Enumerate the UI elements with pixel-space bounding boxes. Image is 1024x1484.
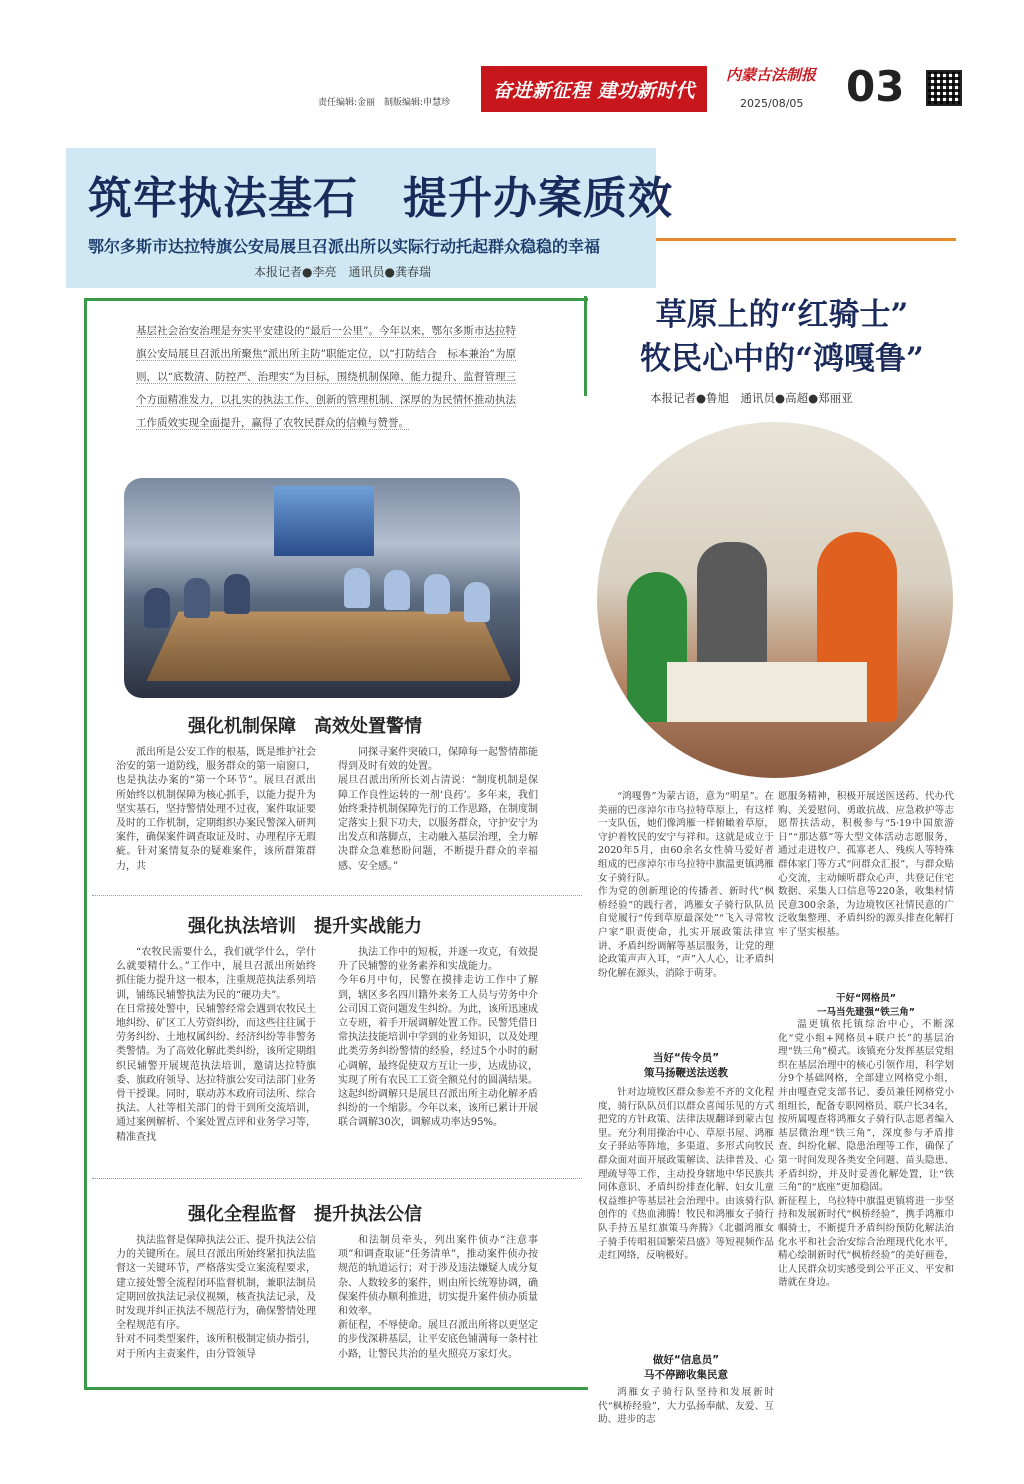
section-1-text-1: 派出所是公安工作的根基，既是维护社会治安的第一道防线，服务群众的第一扇窗口，也是执法办案的“第一个环节”。展旦召派出所始终以机制保障为核心抓手，以能力提升为坚实基石，坚持警情处理不过夜，案件取证要及时的工作机制，定期组织办案民警深入研判案件，确保案件调查取证及时、办理程序无瑕疵。针对案情复杂的疑难案件，该所群策群力，共 [116, 747, 316, 872]
side-col-1-sub2 [598, 1386, 774, 1427]
riders-photo [597, 422, 953, 778]
page-number: 03 [846, 62, 905, 111]
editor-credits: 责任编辑:金丽 制版编辑:申慧珍 [318, 98, 451, 108]
side-subhead-1 [598, 1050, 774, 1080]
section-3-col-2 [338, 1234, 538, 1362]
section-1-text-2: 同探寻案件突破口，保障每一起警情都能得到及时有效的处置。 展旦召派出所所长刘占清说：“制度机制是保障工作良性运转的一剂‘良药’。多年来，我们始终秉持机制保障先行的工作思路，在制度制定落实上狠下功夫，以服务群众，守护安宁为出发点和落脚点，主动融入基层治理，全力解决群众急难愁盼问题，不断提升群众的幸福感、安全感。” [338, 747, 538, 872]
photo-table [667, 662, 867, 722]
side-headline-line-1: 草原上的“红骑士” [655, 297, 909, 333]
side-byline: 本报记者●鲁旭 通讯员●高超●郑丽亚 [650, 391, 853, 405]
side-col-2-top [778, 790, 954, 940]
side-subhead-1-line-1: 当好“传令员” [652, 1052, 720, 1064]
side-headline-line-2: 牧民心中的“鸿嘎鲁” [640, 341, 924, 377]
section-title-3: 强化全程监督 提升执法公信 [188, 1204, 422, 1225]
side-subhead-1-line-2: 策马扬鞭送法送教 [644, 1067, 728, 1079]
slogan-banner: 奋进新征程 建功新时代 [481, 66, 707, 112]
photo-table [146, 612, 511, 682]
dotted-divider [92, 895, 582, 896]
side-col-2-sub3 [778, 1018, 954, 1290]
section-2-col-2 [338, 946, 538, 1131]
section-1-col-2 [338, 746, 538, 874]
dotted-divider [92, 1178, 582, 1179]
section-3-text-2: 和法制员牵头，列出案件侦办“注意事项”和调查取证“任务清单”，推动案件侦办按规范的轨道运行；对于涉及违法嫌疑人成分复杂、人数较多的案件，则由所长统筹协调，确保案件侦办顺利推进，切实提升案件侦办质量和效率。 新征程，不辱使命。展旦召派出所将以更坚定的步伐深耕基层，让平安底色铺满每一条村社小路，让警民共治的星火照亮万家灯火。 [338, 1235, 538, 1360]
side-sub3-text: 温更镇依托镇综治中心，不断深化“党小组+网格员+联户长”的基层治理“铁三角”模式。该镇充分发挥基层党组织在基层治理中的核心引领作用，科学划分9个基础网格，全部建立网格党小组，并由嘎查党支部书记、委员兼任网格党小组组长，配备专职网格员、联户长34名，按所属嘎查将鸿雁女子骑行队志愿者编入基层微治理“铁三角”，深度参与矛盾排查、纠纷化解、隐患治理等工作，确保了第一时间发现各类安全问题、苗头隐患、矛盾纠纷，并及时妥善化解处置，让“铁三角”的“底座”更加稳固。 新征程上，乌拉特中旗温更镇将进一步坚持和发展新时代“枫桥经验”，携手鸿雁巾帼骑士，不断提升矛盾纠纷预防化解法治化水平和社会治安综合治理现代化水平，精心绘制新时代“枫桥经验”的美好画卷，让人民群众切实感受到公平正义、平安和谐就在身边。 [778, 1019, 954, 1289]
main-subheadline: 鄂尔多斯市达拉特旗公安局展旦召派出所以实际行动托起群众稳稳的幸福 [88, 237, 601, 256]
side-intro-text: “鸿嘎鲁”为蒙古语，意为“明星”。在美丽的巴彦淖尔市乌拉特草原上，有这样一支队伍，她们像鸿雁一样俯瞰着草原，守护着牧民的安宁与祥和。这就是成立于2020年5月，由60余名女性骑马爱好者组成的巴彦淖尔市乌拉特中旗温更镇鸿雁女子骑行队。 作为党的创新理论的传播者、新时代“枫桥经验”的践行者，鸿雁女子骑行队队员自觉履行“传到草原最深处”“飞入寻常牧户家”职责使命，扎实开展政策法律宣讲、矛盾纠纷调解等基层服务，让党的理论政策声声入耳，“声”入人心，让矛盾纠纷化解在源头，消除于萌芽。 [598, 791, 774, 979]
section-title-1: 强化机制保障 高效处置警情 [188, 716, 422, 737]
meeting-photo [124, 478, 520, 698]
section-3-col-1 [116, 1234, 316, 1362]
lead-paragraph [136, 320, 516, 435]
side-subhead-2-line-1: 做好“信息员” [652, 1354, 720, 1366]
photo-screen [274, 486, 374, 556]
section-1-col-1 [116, 746, 316, 874]
side-col-1-intro [598, 790, 774, 980]
section-title-2: 强化执法培训 提升实战能力 [188, 916, 422, 937]
side-sub1-text: 针对边境牧区群众参差不齐的文化程度，骑行队队员们以群众喜闻乐见的方式把党的方针政策、法律法规翻译到蒙古包里。充分利用操治中心、草原书屋、鸿雁女子驿站等阵地，多渠道、多形式向牧民群众面对面开展政策解读、法律普及、心理疏导等工作，主动投身辖地中华民族共同体意识、矛盾纠纷排查化解、妇女儿童权益维护等基层社会治理中。由该骑行队创作的《热血沸腾！牧民和鸿雁女子骑行队手持五星红旗策马奔腾》《北疆鸿雁女子骑手传唱祖国繁荣昌盛》等短视频作品走红网络，反响极好。 [598, 1087, 774, 1262]
side-sub2-text: 鸿雁女子骑行队坚持和发展新时代“枫桥经验”，大力弘扬奉献、友爱、互助、进步的志 [598, 1387, 774, 1426]
paper-logo: 内蒙古法制报 [726, 66, 817, 84]
side-subhead-3-line-2: 一马当先建强“铁三角” [817, 1007, 915, 1018]
main-headline: 筑牢执法基石 提升办案质效 [88, 173, 673, 224]
qr-code-icon [926, 70, 962, 106]
side-subhead-2 [598, 1352, 774, 1382]
side-subhead-2-line-2: 马不停蹄收集民意 [644, 1369, 728, 1381]
side-col2-top-text: 愿服务精神，积极开展送医送药、代办代购、关爱慰问、勇敢抗战、应急救护等志愿帮扶活动，积极参与“5·19中国旅游日”“那达慕”等大型文体活动志愿服务，通过走进牧户、孤寡老人、残疾人等特殊群体家门等方式“问群众汇报”，与群众贴心交流，主动倾听群众心声，共登记住宅数据、采集人口信息等220条，收集村情民意300余条，为边境牧区社情民意的广泛收集整理、矛盾纠纷的源头排查化解打牢了坚实根基。 [778, 791, 954, 938]
section-3-text-1: 执法监督是保障执法公正、提升执法公信力的关键所在。展旦召派出所始终紧扣执法监督这一关键环节，严格落实受立案流程要求，建立接处警全流程闭环监督机制，兼职法制员定期回放执法记录仪视频，核查执法记录，及时发现并纠正执法不规范行为，确保警情处理全程规范有序。 针对不同类型案件，该所积极制定侦办指引，对于所内主责案件，由分管领导 [116, 1235, 316, 1360]
section-2-text-2: 执法工作中的短板，并逐一攻克，有效提升了民辅警的业务素养和实战能力。 今年6月中旬，民警在摸排走访工作中了解到，辖区多名四川籍外来务工人员与劳务中介公司因工资问题发生纠纷。为此，该所迅速成立专班，着手开展调解处置工作。民警凭借日常执法技能培训中学到的业务知识，以及处理此类劳务纠纷警情的经验，经过5个小时的耐心调解，最终促使双方互让一步，达成协议，实现了所有农民工工资全额兑付的圆满结果。 这起纠纷调解只是展旦召派出所主动化解矛盾纠纷的一个缩影。今年以来，该所已累计开展联合调解30次，调解成功率达95%。 [338, 947, 538, 1129]
article-frame-edge [584, 296, 587, 396]
section-2-text-1: “农牧民需要什么，我们就学什么，学什么就要精什么。”工作中，展旦召派出所始终抓住能力提升这一根本，注重规范执法系列培训，铺练民辅警执法为民的“硬功夫”。 在日常接处警中，民辅警经常会遇到农牧民土地纠纷、矿区工人劳资纠纷，而这些往往属于劳务纠纷、土地权属纠纷、经济纠纷等非警务类警情。为了高效化解此类纠纷，该所定期组织民辅警开展规范执法培训，邀请达拉特旗委、旗政府领导、达拉特旗公安司法部门业务骨干授课。同时，联动苏木政府司法所、综合执法、人社等相关部门的骨干到所交流培训，通过案例解析、个案处置点评和业务学习等，精准查找 [116, 947, 316, 1143]
side-subhead-3 [778, 990, 954, 1018]
side-col-1-sub1 [598, 1086, 774, 1263]
side-headline [602, 293, 962, 381]
main-byline: 本报记者●李亮 通讯员●龚春瑞 [254, 265, 431, 279]
lead-text: 基层社会治安治理是夯实平安建设的“最后一公里”。今年以来，鄂尔多斯市达拉特旗公安局展旦召派出所聚焦“派出所主防”职能定位，以“打防结合 标本兼治”为原则，以“底数清、防控严、治理实”为目标，围绕机制保障、能力提升、监督管理三个方面精准发力，以扎实的执法工作、创新的管理机制、深厚的为民情怀推动执法工作质效实现全面提升，赢得了农牧民群众的信赖与赞誉。 [136, 325, 516, 429]
side-subhead-3-line-1: 干好“网格员” [836, 993, 896, 1004]
publication-date: 2025/08/05 [740, 97, 804, 110]
section-2-col-1 [116, 946, 316, 1145]
